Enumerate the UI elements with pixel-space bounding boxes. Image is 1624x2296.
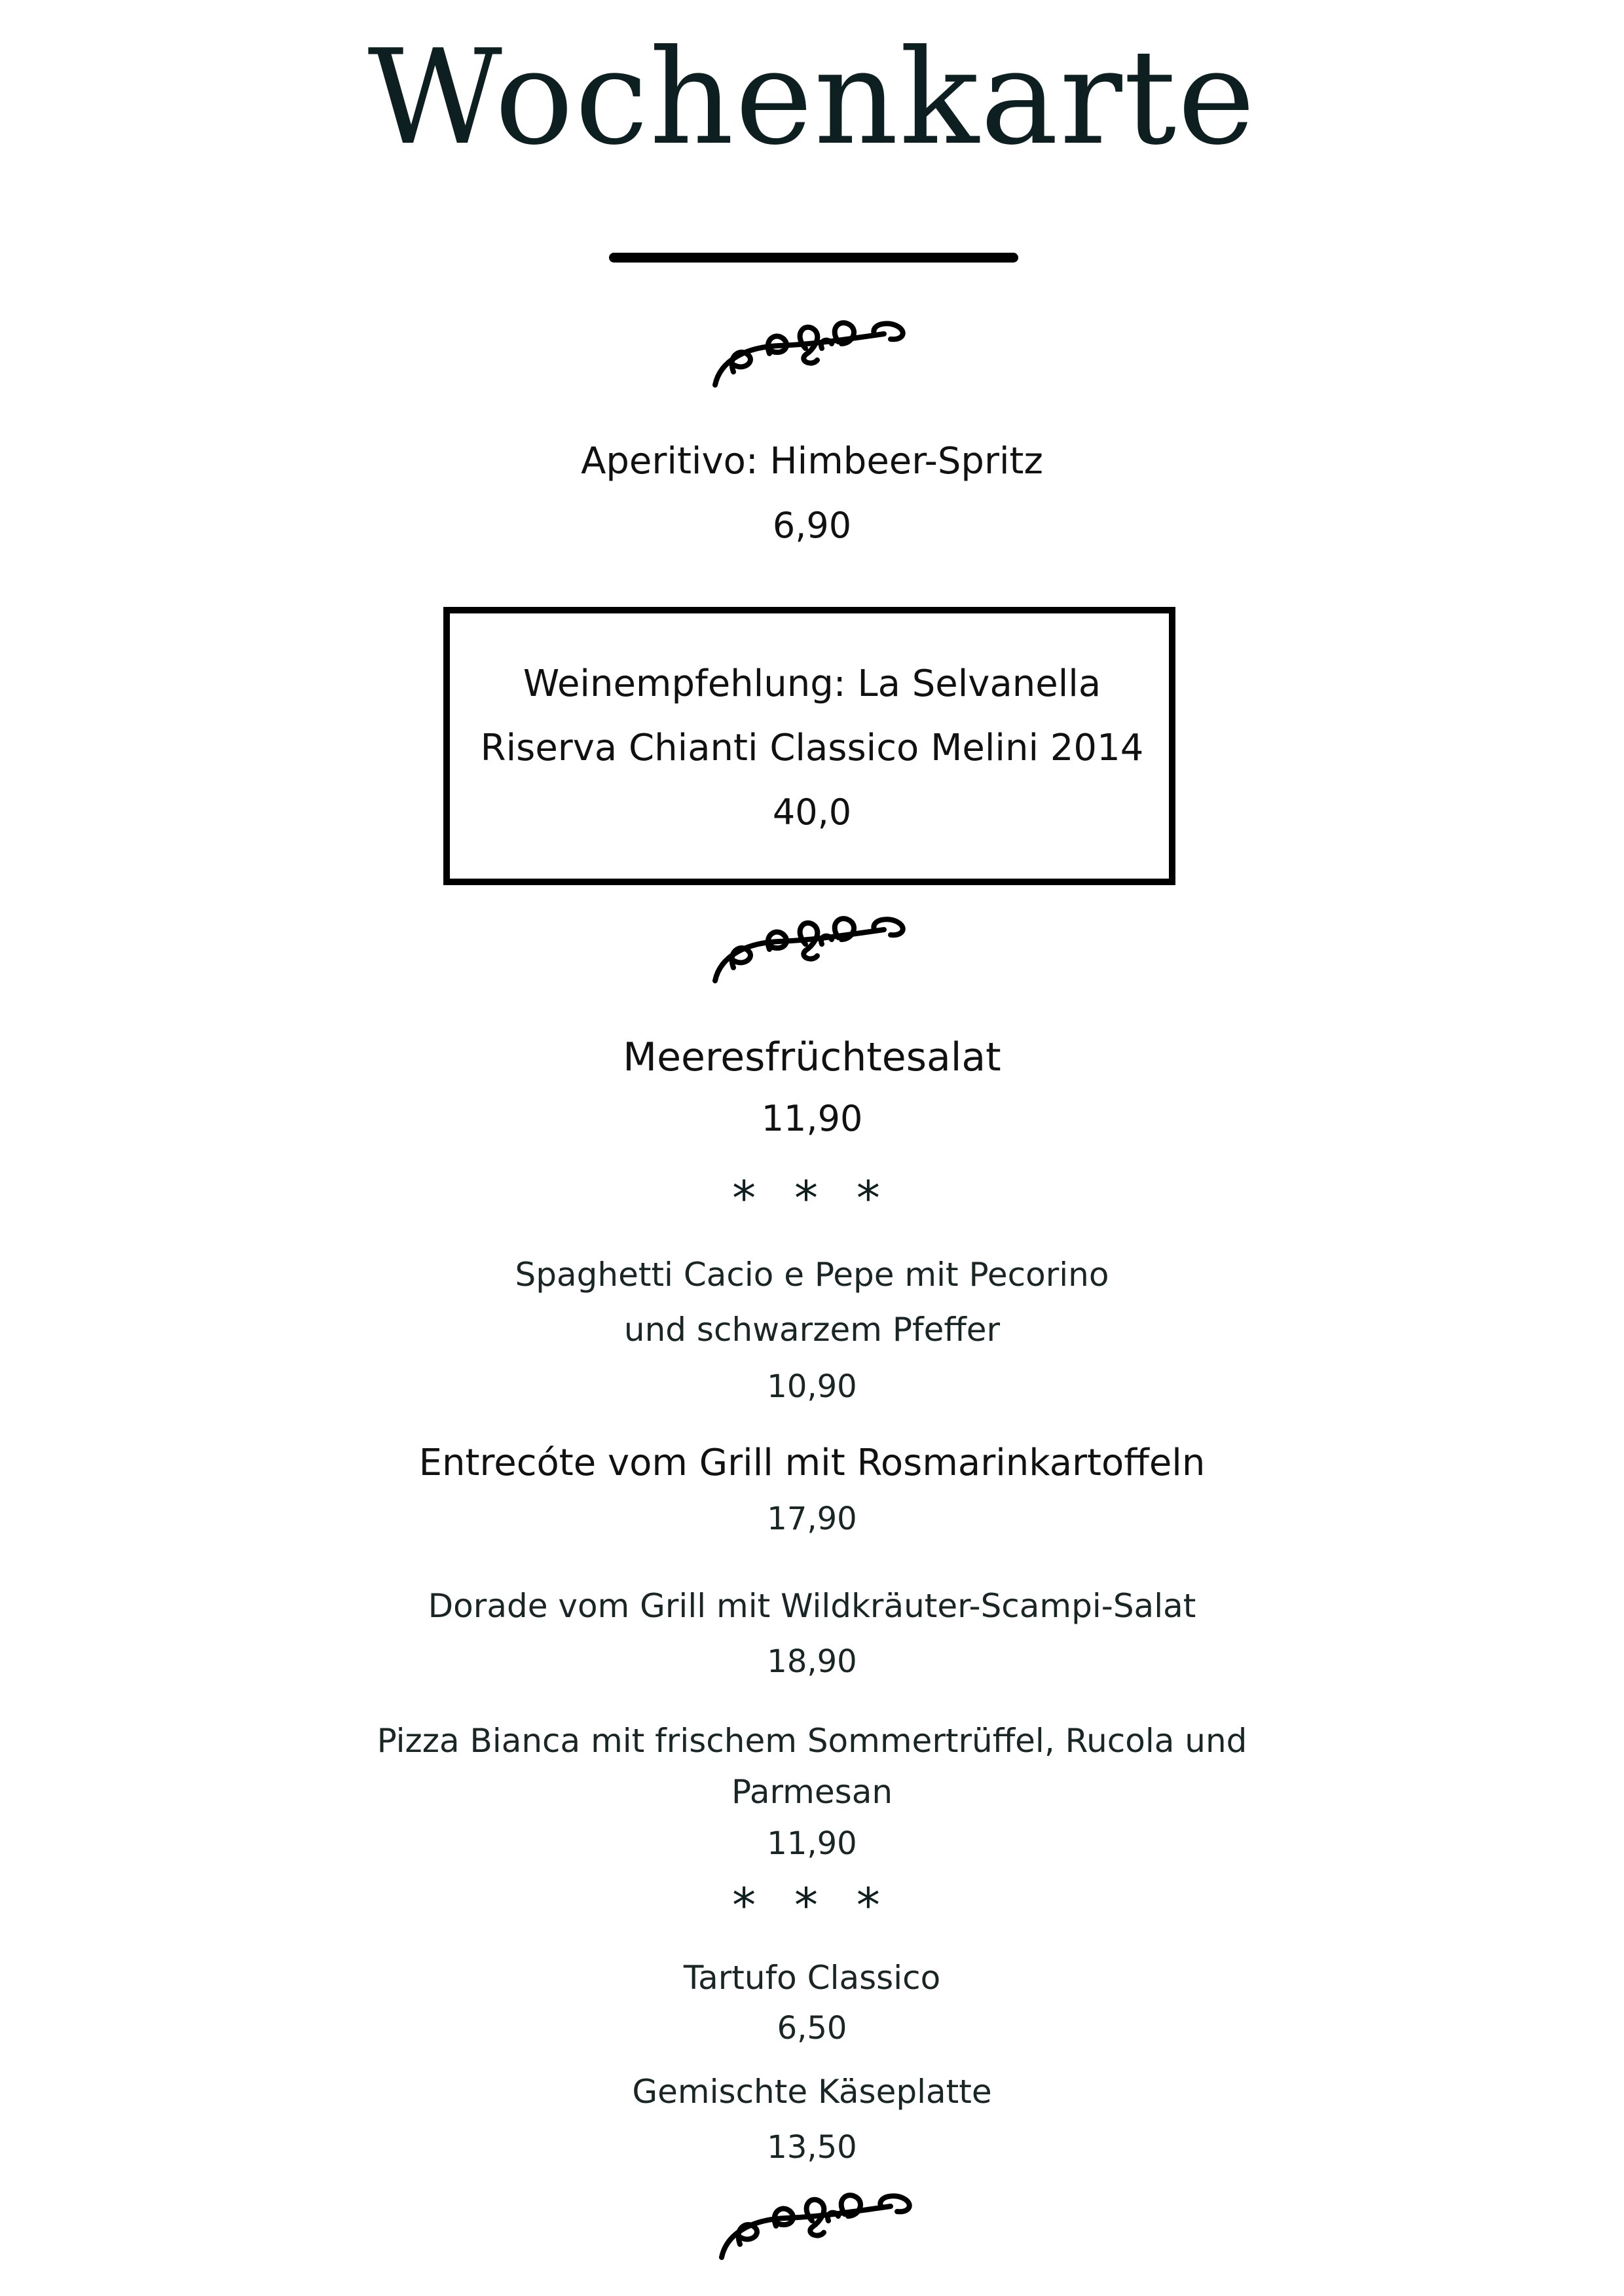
wine-name-line2: Riserva Chianti Classico Melini 2014 [480,727,1144,769]
dessert-1-name: Tartufo Classico [683,1959,941,1997]
dessert-1-price: 6,50 [777,2010,847,2047]
wine-price: 40,0 [772,792,852,833]
main-2-price: 17,90 [767,1501,857,1537]
dessert-2-price: 13,50 [767,2129,857,2166]
wine-name-line1: Weinempfehlung: La Selvanella [523,663,1101,705]
aperitivo-name: Aperitivo: Himbeer-Spritz [581,440,1043,483]
aperitivo-price: 6,90 [772,505,852,546]
main-1-line1: Spaghetti Cacio e Pepe mit Pecorino [515,1256,1109,1294]
title-underline [609,253,1018,263]
main-1-line2: und schwarzem Pfeffer [623,1311,1001,1349]
main-3-price: 18,90 [767,1643,857,1680]
main-4-line1: Pizza Bianca mit frischem Sommertrüffel, Rucola und [377,1722,1247,1760]
dessert-2-name: Gemischte Käseplatte [632,2073,992,2111]
main-3-line1: Dorade vom Grill mit Wildkräuter-Scampi-Salat [428,1587,1196,1625]
separator-stars: * * * [732,1171,892,1226]
page-title: Wochenkarte [367,22,1257,174]
main-1-price: 10,90 [767,1368,857,1405]
separator-stars: * * * [732,1878,892,1933]
vine-icon [707,910,917,989]
main-4-line2: Parmesan [731,1773,893,1811]
main-2-line1: Entrecóte vom Grill mit Rosmarinkartoffeln [418,1442,1206,1484]
vine-icon [714,2187,923,2265]
starter-name: Meeresfrüchtesalat [623,1034,1001,1080]
starter-price: 11,90 [761,1098,863,1139]
main-4-price: 11,90 [767,1825,857,1862]
vine-icon [707,314,917,393]
